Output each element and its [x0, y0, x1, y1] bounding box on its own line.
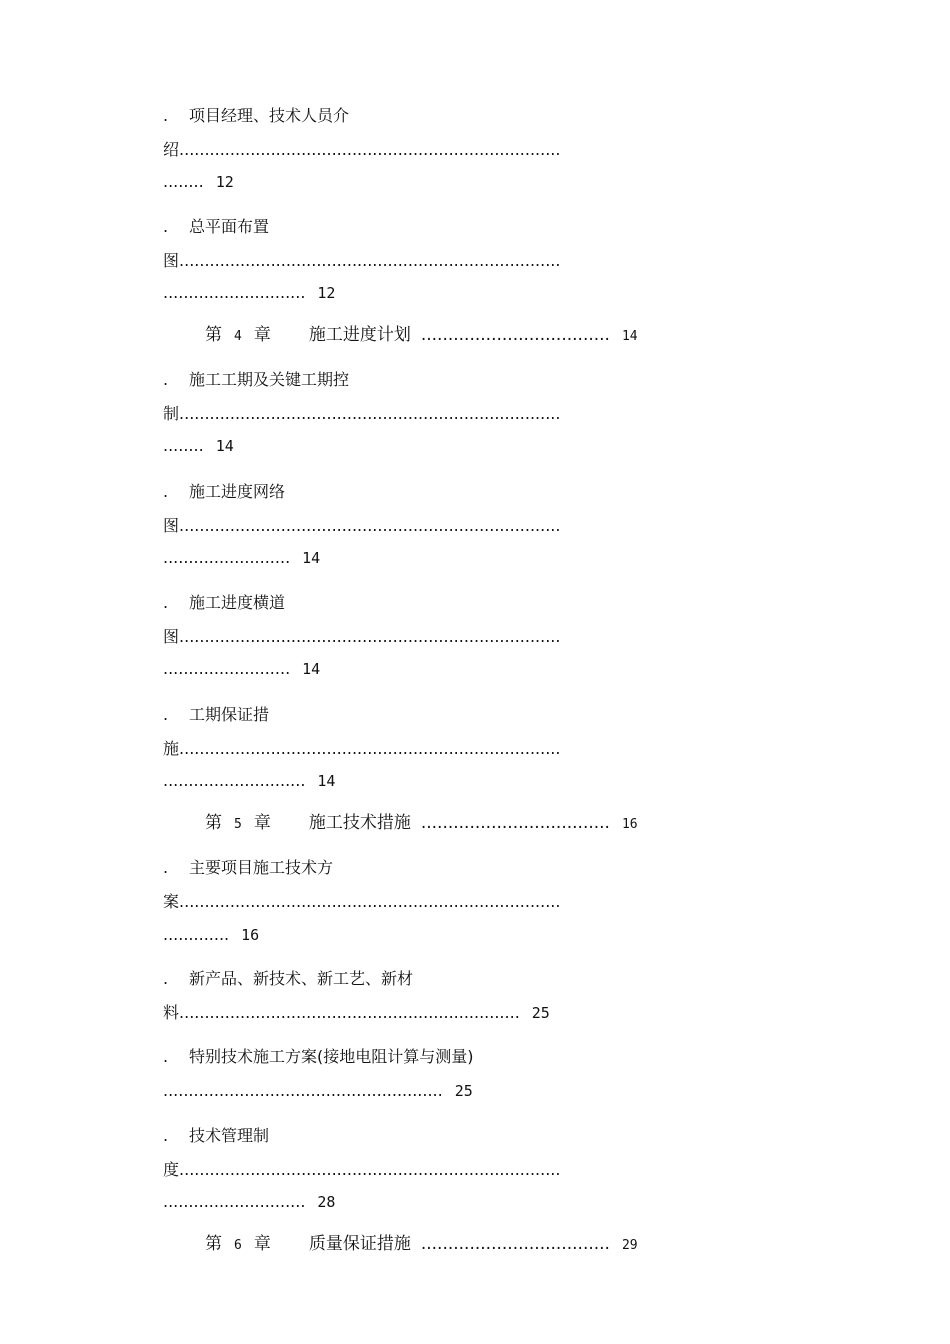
page-number: 14 — [215, 437, 234, 455]
toc-entry-leader: 案........................................................................... — [163, 892, 561, 911]
page-number: 14 — [302, 549, 321, 567]
toc-entry-title: . 施工工期及关键工期控 — [163, 370, 350, 389]
toc-entry-page-line: ............. 16 — [163, 925, 260, 944]
toc-entry-page-line: ........ 14 — [163, 436, 234, 455]
page-number: 12 — [215, 173, 234, 191]
toc-entry-title: . 项目经理、技术人员介 — [163, 106, 350, 125]
page-number: 12 — [317, 284, 336, 302]
toc-entry-leader: 施........................................................................... — [163, 739, 561, 758]
toc-entry-title: . 主要项目施工技术方 — [163, 858, 334, 877]
toc-entry-page-line: ............................ 28 — [163, 1192, 336, 1211]
page-number: 14 — [621, 329, 638, 344]
page-number: 14 — [317, 772, 336, 790]
toc-entry-page-line: ............................ 12 — [163, 283, 336, 302]
page-number: 29 — [621, 1238, 638, 1253]
toc-chapter: 第 4 章 施工进度计划 ................................... 14 — [205, 325, 638, 345]
toc-entry-leader: 料................................................................... 25 — [163, 1003, 550, 1022]
chapter-title: 施工技术措施 — [308, 813, 411, 833]
toc-entry-page-line: ........ 12 — [163, 172, 234, 191]
toc-entry-page-line: ............................ 14 — [163, 771, 336, 790]
page-number: 14 — [302, 660, 321, 678]
toc-entry-title: . 技术管理制 — [163, 1126, 270, 1145]
toc-entry-title: . 特别技术施工方案(接地电阻计算与测量) — [163, 1047, 474, 1066]
toc-entry-title: . 工期保证措 — [163, 705, 270, 724]
page-number: 16 — [621, 817, 638, 832]
toc-entry-leader: 绍........................................................................... — [163, 140, 561, 159]
toc-entry-title: . 施工进度横道 — [163, 593, 286, 612]
toc-entry-page-line: ......................... 14 — [163, 659, 321, 678]
toc-entry-leader: 制........................................................................... — [163, 404, 561, 423]
page-number: 25 — [531, 1004, 550, 1022]
toc-entry-page-line: ....................................................... 25 — [163, 1081, 473, 1100]
chapter-title: 质量保证措施 — [308, 1234, 411, 1254]
page-number: 16 — [241, 926, 260, 944]
toc-chapter: 第 5 章 施工技术措施 ................................... 16 — [205, 813, 638, 833]
page-number: 25 — [454, 1082, 473, 1100]
toc-entry-title: . 新产品、新技术、新工艺、新材 — [163, 969, 414, 988]
toc-entry-leader: 度........................................................................... — [163, 1160, 561, 1179]
toc-chapter: 第 6 章 质量保证措施 ................................... 29 — [205, 1234, 638, 1254]
toc-entry-leader: 图........................................................................... — [163, 627, 561, 646]
toc-entry-page-line: ......................... 14 — [163, 548, 321, 567]
toc-entry-title: . 总平面布置 — [163, 217, 270, 236]
chapter-title: 施工进度计划 — [308, 325, 411, 345]
toc-entry-leader: 图........................................................................... — [163, 516, 561, 535]
toc-entry-title: . 施工进度网络 — [163, 482, 286, 501]
page-number: 28 — [317, 1193, 336, 1211]
toc-entry-leader: 图........................................................................... — [163, 251, 561, 270]
